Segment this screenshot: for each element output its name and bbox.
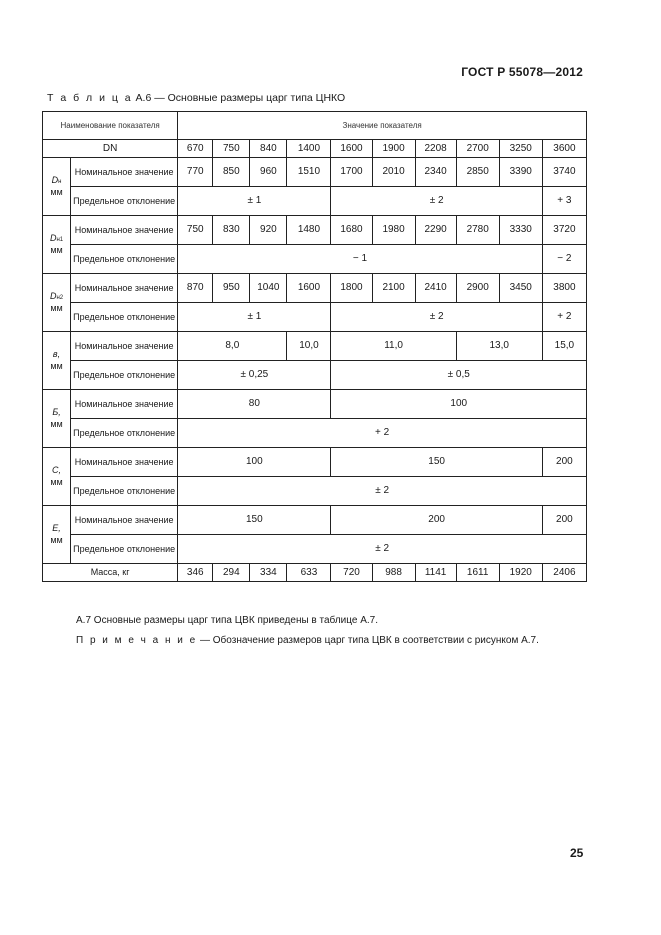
deviation-label: Предельное отклонение — [71, 361, 178, 390]
nominal-label: Номинальное значение — [71, 158, 178, 187]
nominal-label: Номинальное значение — [71, 216, 178, 245]
cell: 80 — [178, 390, 331, 419]
cell: 1980 — [372, 216, 415, 245]
cell: 950 — [213, 274, 250, 303]
cell: 2780 — [456, 216, 499, 245]
note-prefix: П р и м е ч а н и е — [76, 635, 198, 646]
cell: 200 — [331, 506, 542, 535]
mass-value: 346 — [178, 564, 213, 582]
section-note: А.7 Основные размеры царг типа ЦВК приведены в таблице А.7. — [76, 615, 378, 626]
cell: 1700 — [331, 158, 372, 187]
header-values: Значение показателя — [178, 112, 587, 140]
cell: + 3 — [542, 187, 586, 216]
cell: 15,0 — [542, 332, 586, 361]
dn-value: 2208 — [415, 140, 456, 158]
cell: 2290 — [415, 216, 456, 245]
cell: ± 2 — [178, 477, 587, 506]
cell: 200 — [542, 506, 586, 535]
cell: 960 — [250, 158, 287, 187]
nominal-label: Номинальное значение — [71, 506, 178, 535]
dn-value: 1900 — [372, 140, 415, 158]
mass-value: 1920 — [499, 564, 542, 582]
deviation-label: Предельное отклонение — [71, 187, 178, 216]
cell: ± 2 — [331, 187, 542, 216]
cell: 13,0 — [456, 332, 542, 361]
dn-value: 2700 — [456, 140, 499, 158]
document-code: ГОСТ Р 55078—2012 — [461, 65, 583, 79]
cell: 2850 — [456, 158, 499, 187]
cell: 850 — [213, 158, 250, 187]
cell: ± 2 — [331, 303, 542, 332]
header-row — [43, 112, 587, 140]
cell: 1480 — [287, 216, 331, 245]
table-caption — [47, 92, 345, 104]
dn-label: DN — [43, 140, 178, 158]
deviation-label: Предельное отклонение — [71, 245, 178, 274]
nominal-label: Номинальное значение — [71, 390, 178, 419]
cell: 1800 — [331, 274, 372, 303]
deviation-label: Предельное отклонение — [71, 303, 178, 332]
deviation-label: Предельное отклонение — [71, 419, 178, 448]
cell: 2340 — [415, 158, 456, 187]
table-row — [43, 303, 587, 332]
cell: 750 — [178, 216, 213, 245]
dn-value: 670 — [178, 140, 213, 158]
dn-value: 750 — [213, 140, 250, 158]
cell: 200 — [542, 448, 586, 477]
nominal-label: Номинальное значение — [71, 448, 178, 477]
table-row — [43, 448, 587, 477]
mass-value: 633 — [287, 564, 331, 582]
table-row — [43, 535, 587, 564]
table-row — [43, 390, 587, 419]
cell: 8,0 — [178, 332, 287, 361]
cell: 1040 — [250, 274, 287, 303]
cell: + 2 — [542, 303, 586, 332]
mass-value: 294 — [213, 564, 250, 582]
table-row — [43, 506, 587, 535]
cell: 3450 — [499, 274, 542, 303]
dn-value: 1600 — [331, 140, 372, 158]
cell: 3740 — [542, 158, 586, 187]
dn-value: 3600 — [542, 140, 586, 158]
cell: 3330 — [499, 216, 542, 245]
table-row — [43, 216, 587, 245]
cell: 150 — [178, 506, 331, 535]
param-dn: Dн мм — [43, 158, 71, 216]
param-b: Б, мм — [43, 390, 71, 448]
footnote — [76, 635, 539, 646]
caption-prefix: Т а б л и ц а — [47, 92, 133, 104]
cell: 3390 — [499, 158, 542, 187]
dn-value: 3250 — [499, 140, 542, 158]
param-dn1: Dн1 мм — [43, 216, 71, 274]
table-row — [43, 187, 587, 216]
cell: 2900 — [456, 274, 499, 303]
cell: ± 0,5 — [331, 361, 587, 390]
deviation-label: Предельное отклонение — [71, 477, 178, 506]
cell: 1600 — [287, 274, 331, 303]
cell: ± 0,25 — [178, 361, 331, 390]
cell: 2100 — [372, 274, 415, 303]
cell: 150 — [331, 448, 542, 477]
dn-value: 840 — [250, 140, 287, 158]
dn-value: 1400 — [287, 140, 331, 158]
mass-row — [43, 564, 587, 582]
table-row — [43, 332, 587, 361]
cell: − 2 — [542, 245, 586, 274]
table-row — [43, 477, 587, 506]
deviation-label: Предельное отклонение — [71, 535, 178, 564]
mass-value: 334 — [250, 564, 287, 582]
cell: ± 2 — [178, 535, 587, 564]
cell: 2010 — [372, 158, 415, 187]
mass-value: 2406 — [542, 564, 586, 582]
cell: 2410 — [415, 274, 456, 303]
cell: 870 — [178, 274, 213, 303]
table-row — [43, 274, 587, 303]
nominal-label: Номинальное значение — [71, 274, 178, 303]
cell: 3720 — [542, 216, 586, 245]
mass-label: Масса, кг — [43, 564, 178, 582]
cell: 11,0 — [331, 332, 456, 361]
dn-row — [43, 140, 587, 158]
mass-value: 720 — [331, 564, 372, 582]
param-e: Е, мм — [43, 506, 71, 564]
table-row — [43, 361, 587, 390]
mass-value: 1141 — [415, 564, 456, 582]
dimensions-table — [42, 111, 587, 582]
header-param: Наименование показателя — [43, 112, 178, 140]
cell: 920 — [250, 216, 287, 245]
cell: 1510 — [287, 158, 331, 187]
cell: 830 — [213, 216, 250, 245]
param-s: С, мм — [43, 448, 71, 506]
nominal-label: Номинальное значение — [71, 332, 178, 361]
table-row — [43, 419, 587, 448]
cell: 1680 — [331, 216, 372, 245]
cell: − 1 — [178, 245, 543, 274]
cell: ± 1 — [178, 187, 331, 216]
param-v: в, мм — [43, 332, 71, 390]
cell: ± 1 — [178, 303, 331, 332]
note-text: — Обозначение размеров царг типа ЦВК в соответствии с рисунком А.7. — [200, 635, 539, 646]
page-number: 25 — [570, 846, 584, 860]
cell: 100 — [331, 390, 587, 419]
param-dn2: Dн2 мм — [43, 274, 71, 332]
cell: 100 — [178, 448, 331, 477]
caption-text: А.6 — Основные размеры царг типа ЦНКО — [135, 92, 346, 104]
cell: 770 — [178, 158, 213, 187]
mass-value: 1611 — [456, 564, 499, 582]
mass-value: 988 — [372, 564, 415, 582]
cell: 10,0 — [287, 332, 331, 361]
table-row — [43, 158, 587, 187]
cell: + 2 — [178, 419, 587, 448]
table-row — [43, 245, 587, 274]
cell: 3800 — [542, 274, 586, 303]
